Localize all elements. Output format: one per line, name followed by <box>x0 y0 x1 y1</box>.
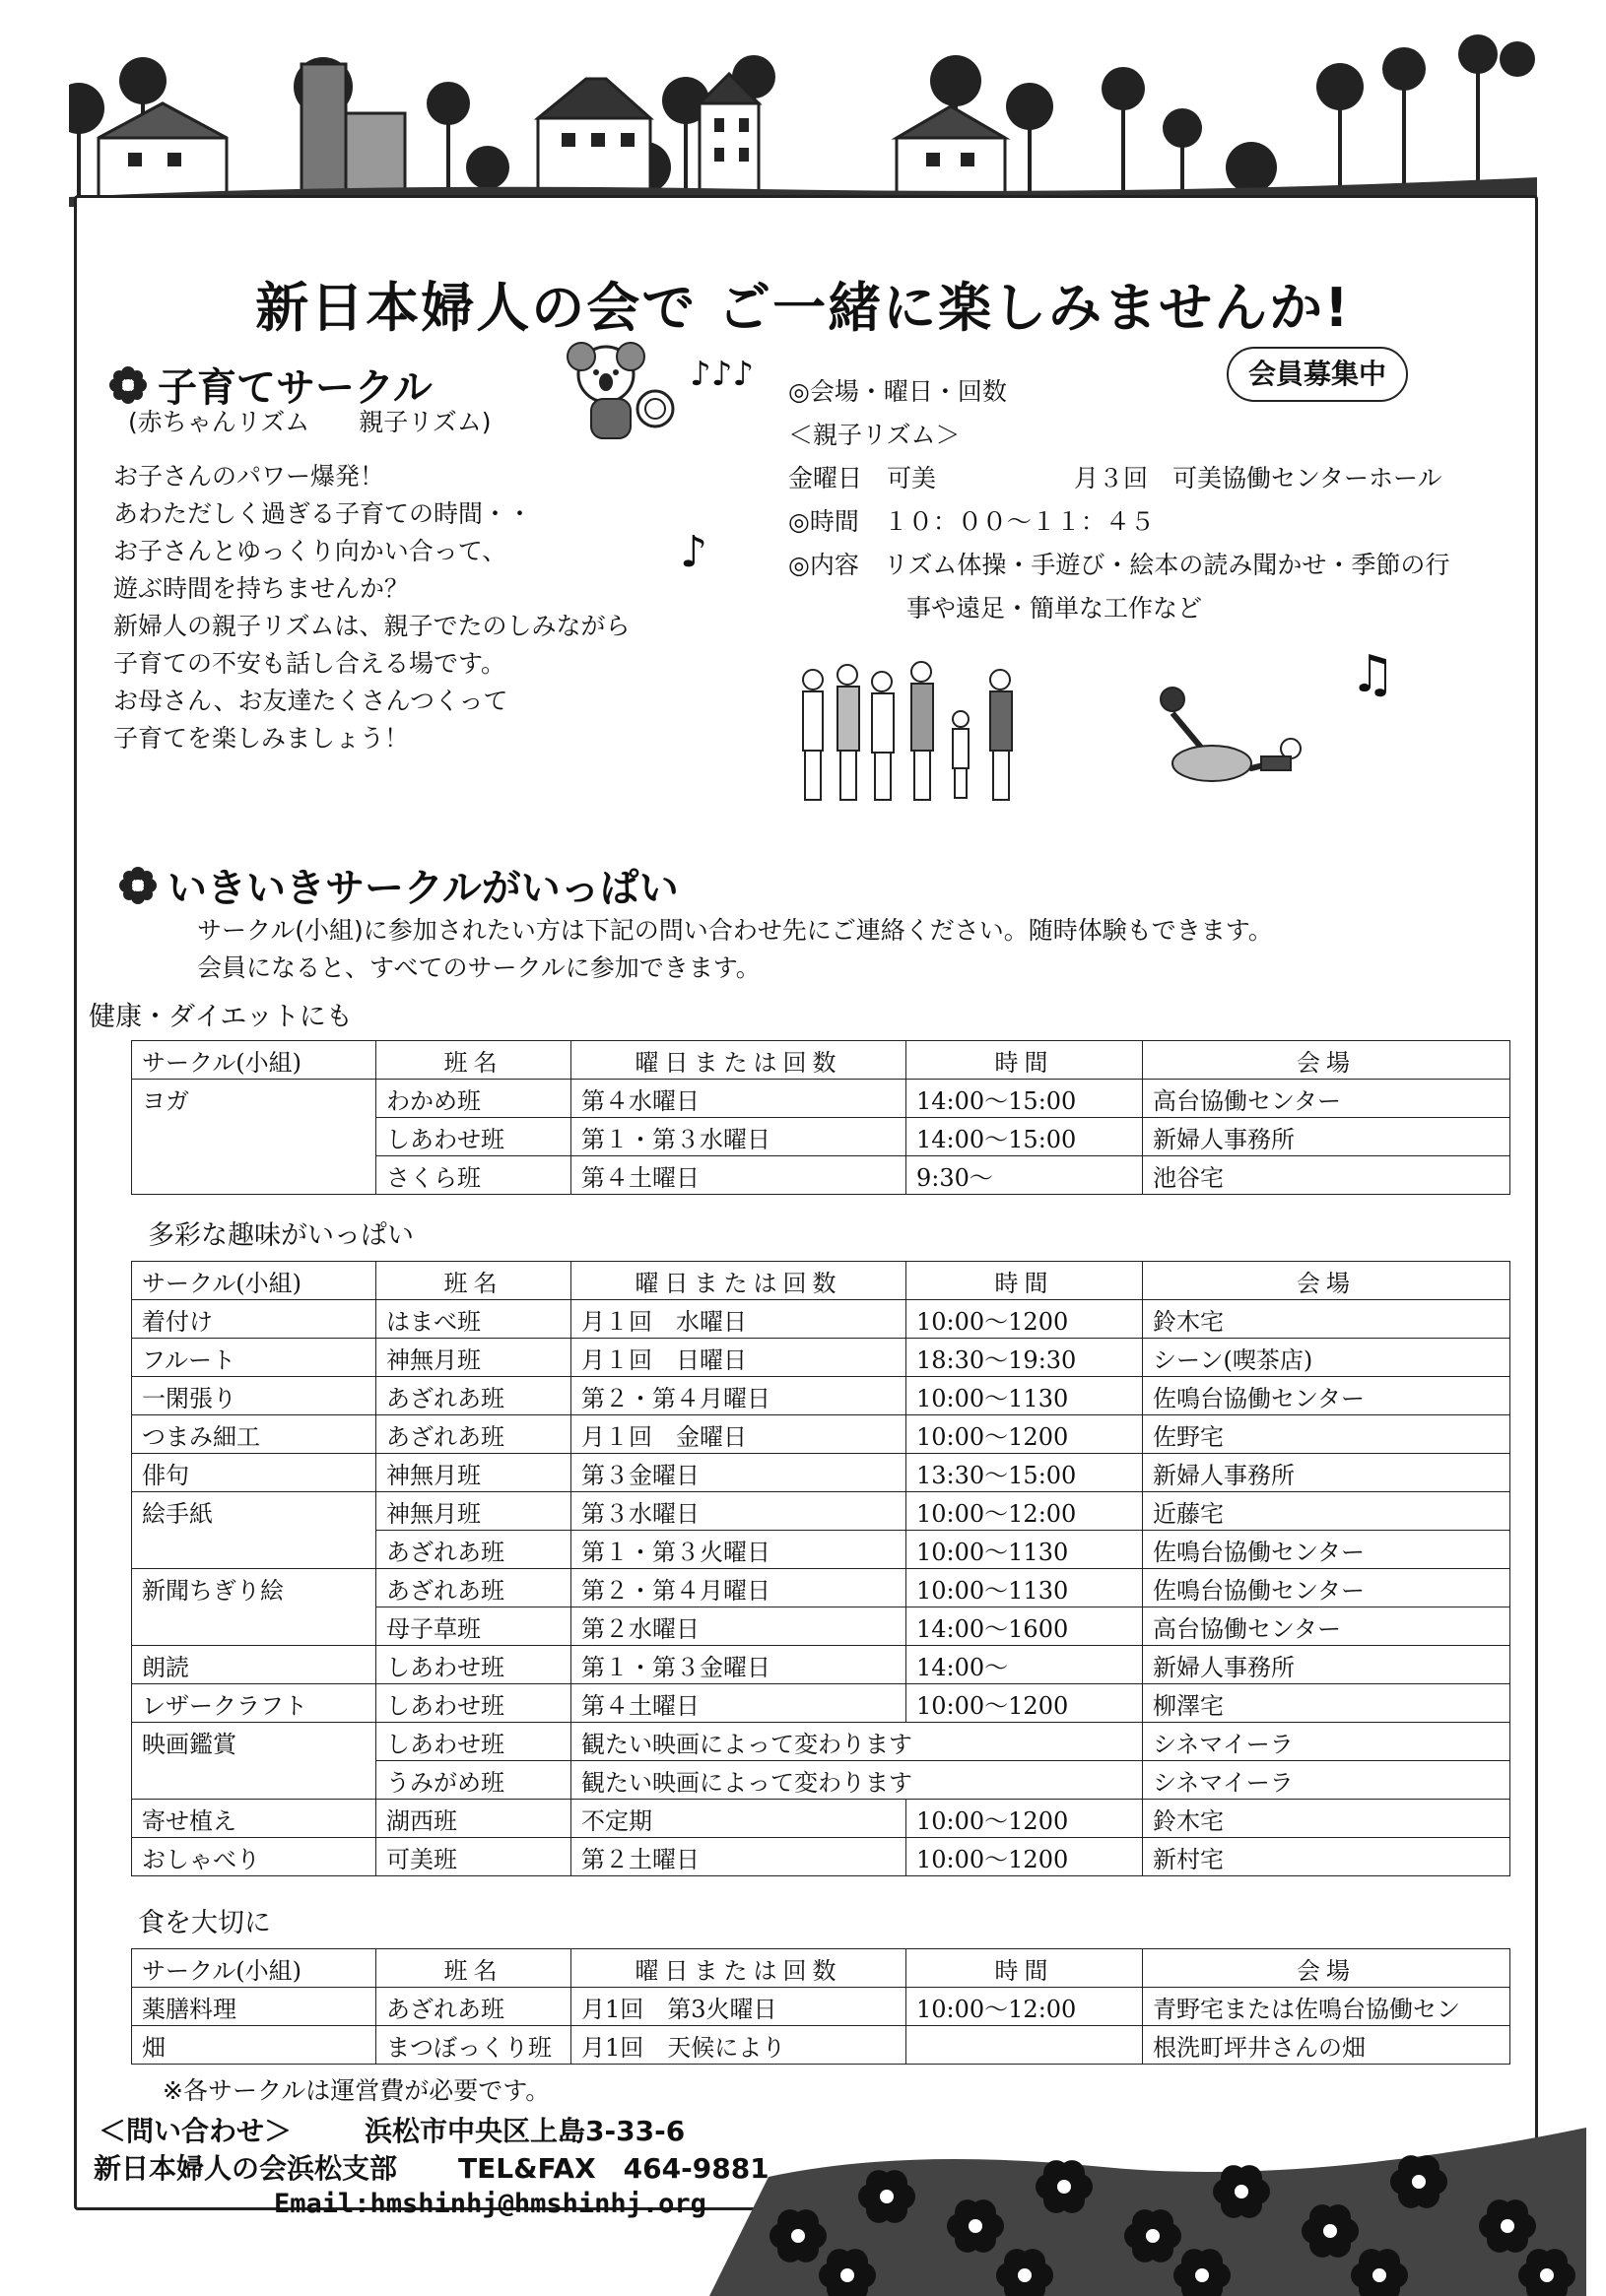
col-header-circle: サークル(小組) <box>132 1041 376 1080</box>
cell-time: 14:00～1600 <box>906 1607 1143 1646</box>
cell-han: はまべ班 <box>376 1300 571 1339</box>
ikiiki-line-2: 会員になると、すべてのサークルに参加できます。 <box>197 953 761 982</box>
cell-venue: 新婦人事務所 <box>1143 1118 1510 1156</box>
cell-time: 10:00～1200 <box>906 1684 1143 1723</box>
cell-day: 第４土曜日 <box>571 1684 906 1723</box>
cell-han: しあわせ班 <box>376 1684 571 1723</box>
cell-venue: 高台協働センター <box>1143 1607 1510 1646</box>
table-row <box>132 2026 1510 2065</box>
hobby-category-label: 多彩な趣味がいっぱい <box>148 1220 414 1251</box>
food-circle-table <box>131 1948 1510 2065</box>
col-header-day: 曜日または回数 <box>571 1041 906 1080</box>
schedule-time: ◎時間 １０：００～１１：４５ <box>788 507 1155 536</box>
cell-time: 10:00～1200 <box>906 1800 1143 1838</box>
cell-venue: 鈴木宅 <box>1143 1800 1510 1838</box>
exercise-illustration <box>1143 680 1310 798</box>
kosodate-line: 遊ぶ時間を持ちませんか？ <box>113 574 410 603</box>
cell-day: 月１回 水曜日 <box>571 1300 906 1339</box>
schedule-block <box>788 370 1449 630</box>
cell-time: 10:00～1130 <box>906 1531 1143 1569</box>
cell-day: 月１回 日曜日 <box>571 1339 906 1377</box>
col-header-time: 時間 <box>906 1949 1143 1988</box>
cell-time: 13:30～15:00 <box>906 1454 1143 1492</box>
table-row <box>132 1684 1510 1723</box>
ikiiki-heading <box>118 857 679 913</box>
cell-venue: 佐野宅 <box>1143 1415 1510 1454</box>
family-illustration <box>793 660 1030 808</box>
cell-han: 母子草班 <box>376 1607 571 1646</box>
flower-field-illustration <box>709 2088 1586 2296</box>
col-header-circle: サークル(小組) <box>132 1262 376 1300</box>
kosodate-line: お母さん、お友達たくさんつくって <box>113 687 508 715</box>
table-row <box>132 1080 1510 1118</box>
cell-venue: 池谷宅 <box>1143 1156 1510 1195</box>
col-header-han: 班名 <box>376 1262 571 1300</box>
cell-day: 第４土曜日 <box>571 1156 906 1195</box>
contact-tel-fax: TEL&FAX 464-9881 <box>458 2152 770 2185</box>
cell-circle: 薬膳料理 <box>132 1988 376 2026</box>
table-row <box>132 1761 1510 1800</box>
table-row <box>132 1607 1510 1646</box>
cell-venue: 鈴木宅 <box>1143 1300 1510 1339</box>
health-circle-table <box>131 1040 1510 1195</box>
table-row <box>132 1646 1510 1684</box>
cell-circle: つまみ細工 <box>132 1415 376 1454</box>
col-header-venue: 会場 <box>1143 1262 1510 1300</box>
col-header-day: 曜日または回数 <box>571 1949 906 1988</box>
cell-circle: おしゃべり <box>132 1838 376 1876</box>
cell-day: 第１・第３金曜日 <box>571 1646 906 1684</box>
music-note-icon: ♪ <box>680 527 708 577</box>
kosodate-line: 子育ての不安も話し合える場です。 <box>113 649 506 678</box>
cell-venue: 新婦人事務所 <box>1143 1454 1510 1492</box>
cell-time: 14:00～15:00 <box>906 1080 1143 1118</box>
cell-circle: 着付け <box>132 1300 376 1339</box>
kosodate-subtitle: (赤ちゃんリズム 親子リズム) <box>128 408 492 436</box>
cell-venue: 青野宅または佐鳴台協働セン <box>1143 1988 1510 2026</box>
table-row <box>132 1415 1510 1454</box>
table-row <box>132 1339 1510 1377</box>
table-row <box>132 1988 1510 2026</box>
col-header-venue: 会場 <box>1143 1041 1510 1080</box>
cell-day: 第２・第４月曜日 <box>571 1569 906 1607</box>
cell-time: 14:00～ <box>906 1646 1143 1684</box>
cell-circle: 新聞ちぎり絵 <box>132 1569 376 1607</box>
cell-circle: レザークラフト <box>132 1684 376 1723</box>
col-header-day: 曜日または回数 <box>571 1262 906 1300</box>
kosodate-heading-text: 子育てサークル <box>158 365 433 411</box>
cell-day: 第２水曜日 <box>571 1607 906 1646</box>
col-header-han: 班名 <box>376 1041 571 1080</box>
table-row <box>132 1377 1510 1415</box>
cell-time: 9:30～ <box>906 1156 1143 1195</box>
ikiiki-line-1: サークル(小組)に参加されたい方は下記の問い合わせ先にご連絡ください。随時体験もできます。 <box>197 916 1273 945</box>
table-header-row <box>132 1949 1510 1988</box>
cell-han: 神無月班 <box>376 1339 571 1377</box>
town-skyline-illustration <box>69 20 1537 207</box>
cell-time: 10:00～1200 <box>906 1300 1143 1339</box>
cell-circle <box>132 1531 376 1569</box>
table-header-row <box>132 1262 1510 1300</box>
cell-circle: 寄せ植え <box>132 1800 376 1838</box>
cell-circle <box>132 1156 376 1195</box>
table-row <box>132 1118 1510 1156</box>
schedule-oyako-label: ＜親子リズム＞ <box>788 421 961 449</box>
contact-address: 浜松市中央区上島3-33-6 <box>365 2115 686 2147</box>
col-header-time: 時間 <box>906 1041 1143 1080</box>
cell-day: 不定期 <box>571 1800 906 1838</box>
table-row <box>132 1800 1510 1838</box>
cell-time: 10:00～12:00 <box>906 1492 1143 1531</box>
cell-day: 月1回 第3火曜日 <box>571 1988 906 2026</box>
col-header-venue: 会場 <box>1143 1949 1510 1988</box>
schedule-venue-label: ◎会場・曜日・回数 <box>788 377 1007 406</box>
cell-day: 観たい映画によって変わります <box>571 1723 1143 1761</box>
contact-email[interactable]: Email:hmshinhj@hmshinhj.org <box>274 2189 706 2219</box>
cell-time: 10:00～1200 <box>906 1415 1143 1454</box>
cell-circle: 朗読 <box>132 1646 376 1684</box>
kosodate-line: 新婦人の親子リズムは、親子でたのしみながら <box>113 612 631 640</box>
cell-han: しあわせ班 <box>376 1118 571 1156</box>
col-header-han: 班名 <box>376 1949 571 1988</box>
cell-han: しあわせ班 <box>376 1646 571 1684</box>
schedule-place: 月３回 可美協働センターホール <box>1074 464 1442 492</box>
col-header-circle: サークル(小組) <box>132 1949 376 1988</box>
cell-day: 第３水曜日 <box>571 1492 906 1531</box>
cell-circle: ヨガ <box>132 1080 376 1118</box>
table-row <box>132 1156 1510 1195</box>
music-notes-icon: ♫ <box>1350 645 1396 704</box>
cell-time: 14:00～15:00 <box>906 1118 1143 1156</box>
cell-han: さくら班 <box>376 1156 571 1195</box>
cell-day: 第１・第３火曜日 <box>571 1531 906 1569</box>
cell-han: まつぼっくり班 <box>376 2026 571 2065</box>
cell-day: 第１・第３水曜日 <box>571 1118 906 1156</box>
cell-han: 神無月班 <box>376 1492 571 1531</box>
member-recruiting-badge: 会員募集中 <box>1227 347 1408 402</box>
table-header-row <box>132 1041 1510 1080</box>
table-row <box>132 1492 1510 1531</box>
kosodate-body <box>113 458 631 757</box>
kosodate-line: お子さんとゆっくり向かい合って、 <box>113 537 507 565</box>
cell-han: しあわせ班 <box>376 1723 571 1761</box>
flower-icon <box>108 365 148 405</box>
cell-day: 第３金曜日 <box>571 1454 906 1492</box>
cell-circle <box>132 1761 376 1800</box>
cell-day: 月１回 金曜日 <box>571 1415 906 1454</box>
cell-day: 第２・第４月曜日 <box>571 1377 906 1415</box>
cell-circle <box>132 1607 376 1646</box>
cell-han: あざれあ班 <box>376 1377 571 1415</box>
table-row <box>132 1531 1510 1569</box>
schedule-content: ◎内容 リズム体操・手遊び・絵本の読み聞かせ・季節の行 <box>788 551 1450 579</box>
cell-time <box>906 2026 1143 2065</box>
page-title: 新日本婦人の会で ご一緒に楽しみませんか! <box>255 277 1351 339</box>
schedule-day: 金曜日 可美 <box>788 464 937 492</box>
cell-han: あざれあ班 <box>376 1569 571 1607</box>
cell-circle: 絵手紙 <box>132 1492 376 1531</box>
cell-venue: 柳澤宅 <box>1143 1684 1510 1723</box>
cell-time: 10:00～1130 <box>906 1569 1143 1607</box>
cell-circle <box>132 1118 376 1156</box>
cell-day: 第４水曜日 <box>571 1080 906 1118</box>
cell-han: 神無月班 <box>376 1454 571 1492</box>
cell-venue: 新婦人事務所 <box>1143 1646 1510 1684</box>
ikiiki-heading-text: いきいきサークルがいっぱい <box>167 866 679 911</box>
cell-han: 湖西班 <box>376 1800 571 1838</box>
cell-venue: シネマイーラ <box>1143 1761 1510 1800</box>
schedule-content-cont: 事や遠足・簡単な工作など <box>906 594 1203 623</box>
contact-label: ＜問い合わせ＞ <box>99 2115 293 2147</box>
cell-venue: 佐鳴台協働センター <box>1143 1531 1510 1569</box>
col-header-time: 時間 <box>906 1262 1143 1300</box>
health-category-label: 健康・ダイエットにも <box>89 1002 353 1032</box>
cell-venue: 根洗町坪井さんの畑 <box>1143 2026 1510 2065</box>
cell-han: うみがめ班 <box>376 1761 571 1800</box>
table-row <box>132 1723 1510 1761</box>
cell-han: あざれあ班 <box>376 1988 571 2026</box>
kosodate-line: お子さんのパワー爆発！ <box>113 462 385 491</box>
music-notes-icon: ♪♪♪ <box>690 355 755 394</box>
table-row <box>132 1838 1510 1876</box>
kosodate-line: 子育てを楽しみましょう！ <box>113 724 410 753</box>
cell-venue: 新村宅 <box>1143 1838 1510 1876</box>
cell-venue: 佐鳴台協働センター <box>1143 1377 1510 1415</box>
cell-han: 可美班 <box>376 1838 571 1876</box>
flower-icon <box>118 866 158 905</box>
kosodate-line: あわただしく過ぎる子育ての時間・・ <box>113 499 533 528</box>
cell-circle: 畑 <box>132 2026 376 2065</box>
koala-drum-illustration <box>562 335 690 443</box>
table-row <box>132 1300 1510 1339</box>
cell-venue: シネマイーラ <box>1143 1723 1510 1761</box>
cell-circle: 映画鑑賞 <box>132 1723 376 1761</box>
cell-venue: 近藤宅 <box>1143 1492 1510 1531</box>
cell-venue: 高台協働センター <box>1143 1080 1510 1118</box>
cell-venue: 佐鳴台協働センター <box>1143 1569 1510 1607</box>
cell-time: 10:00～1200 <box>906 1838 1143 1876</box>
cell-time: 10:00～12:00 <box>906 1988 1143 2026</box>
cell-day: 観たい映画によって変わります <box>571 1761 1143 1800</box>
cell-han: あざれあ班 <box>376 1415 571 1454</box>
cell-venue: シーン(喫茶店) <box>1143 1339 1510 1377</box>
table-row <box>132 1569 1510 1607</box>
contact-org: 新日本婦人の会浜松支部 <box>94 2152 398 2185</box>
table-row <box>132 1454 1510 1492</box>
cell-han: わかめ班 <box>376 1080 571 1118</box>
cell-day: 月1回 天候により <box>571 2026 906 2065</box>
food-category-label: 食を大切に <box>138 1908 271 1938</box>
fee-note: ※各サークルは運営費が必要です。 <box>163 2076 551 2105</box>
cell-circle: フルート <box>132 1339 376 1377</box>
schedule-day-row <box>788 457 1449 500</box>
hobby-circle-table <box>131 1261 1510 1876</box>
cell-time: 18:30～19:30 <box>906 1339 1143 1377</box>
cell-circle: 俳句 <box>132 1454 376 1492</box>
cell-han: あざれあ班 <box>376 1531 571 1569</box>
cell-circle: 一閑張り <box>132 1377 376 1415</box>
cell-day: 第２土曜日 <box>571 1838 906 1876</box>
cell-time: 10:00～1130 <box>906 1377 1143 1415</box>
